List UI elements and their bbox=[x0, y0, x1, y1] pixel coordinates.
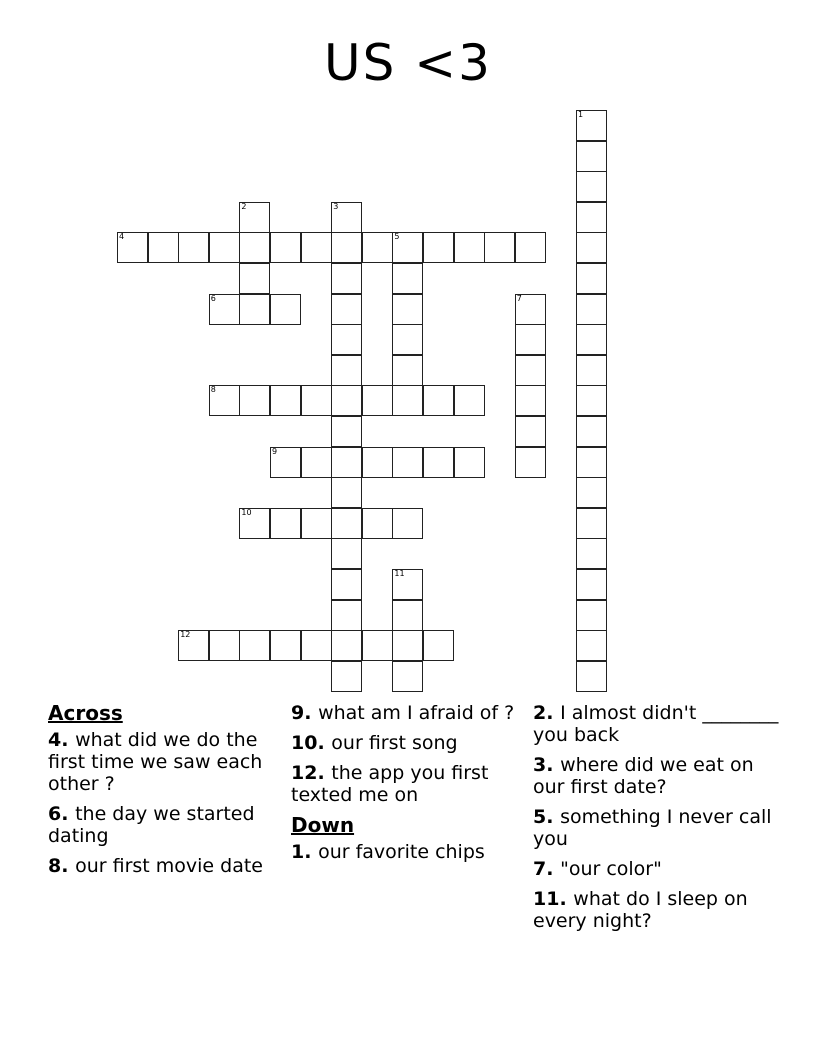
cell-number: 6 bbox=[210, 293, 216, 303]
grid-cell[interactable] bbox=[331, 202, 362, 233]
grid-cell[interactable] bbox=[331, 569, 362, 600]
clue-text: what do I sleep on every night? bbox=[533, 888, 748, 932]
clue-down-2: 2. I almost didn't ________ you back bbox=[533, 702, 779, 746]
cell-number: 11 bbox=[394, 569, 405, 578]
cell-number: 12 bbox=[180, 630, 191, 640]
grid-cell[interactable] bbox=[331, 538, 362, 569]
clue-text: our favorite chips bbox=[318, 841, 485, 863]
grid-cell[interactable] bbox=[392, 630, 423, 661]
grid-cell[interactable] bbox=[270, 232, 301, 263]
clue-number: 8 bbox=[48, 855, 62, 877]
grid-cell[interactable] bbox=[239, 294, 270, 325]
grid-cell[interactable] bbox=[209, 294, 240, 325]
grid-cell[interactable] bbox=[392, 385, 423, 416]
grid-cell[interactable] bbox=[331, 477, 362, 508]
clue-down-3: 3. where did we eat on our first date? bbox=[533, 754, 754, 798]
grid-cell[interactable] bbox=[362, 447, 393, 478]
cell-number: 8 bbox=[210, 385, 216, 395]
grid-cell[interactable] bbox=[331, 416, 362, 447]
grid-cell[interactable] bbox=[576, 569, 607, 600]
grid-cell[interactable] bbox=[209, 630, 240, 661]
clue-text: I almost didn't ________ you back bbox=[533, 702, 779, 746]
grid-cell[interactable] bbox=[392, 294, 423, 325]
clue-number: 2 bbox=[533, 702, 547, 724]
clue-across-10: 10. our first song bbox=[291, 732, 458, 754]
grid-cell[interactable] bbox=[576, 232, 607, 263]
grid-cell[interactable] bbox=[576, 661, 607, 692]
grid-cell[interactable] bbox=[392, 232, 423, 263]
clue-number: 11 bbox=[533, 888, 560, 910]
cell-number: 2 bbox=[241, 201, 247, 211]
puzzle-title: US <3 bbox=[324, 34, 492, 92]
clue-across-9: 9. what am I afraid of ? bbox=[291, 702, 515, 724]
grid-cell[interactable] bbox=[576, 110, 607, 141]
grid-cell[interactable] bbox=[423, 447, 454, 478]
clue-number: 4 bbox=[48, 729, 62, 751]
grid-cell[interactable] bbox=[301, 447, 332, 478]
grid-cell[interactable] bbox=[423, 385, 454, 416]
grid-cell[interactable] bbox=[178, 630, 209, 661]
down-heading: Down bbox=[291, 813, 355, 837]
clue-text: the app you first texted me on bbox=[291, 762, 489, 806]
clue-number: 10 bbox=[291, 732, 318, 754]
grid-cell[interactable] bbox=[239, 385, 270, 416]
grid-cell[interactable] bbox=[270, 630, 301, 661]
clue-number: 5 bbox=[533, 806, 547, 828]
grid-cell[interactable] bbox=[392, 324, 423, 355]
cell-number: 3 bbox=[333, 201, 339, 211]
grid-cell[interactable] bbox=[515, 232, 546, 263]
clue-text: what am I afraid of ? bbox=[318, 702, 515, 724]
grid-cell[interactable] bbox=[392, 661, 423, 692]
grid-cell[interactable] bbox=[362, 385, 393, 416]
grid-cell[interactable] bbox=[576, 141, 607, 172]
grid-cell[interactable] bbox=[331, 447, 362, 478]
grid-cell[interactable] bbox=[270, 294, 301, 325]
clue-text: where did we eat on our first date? bbox=[533, 754, 754, 798]
clue-down-7: 7. "our color" bbox=[533, 858, 662, 880]
clue-text: our first song bbox=[331, 732, 458, 754]
grid-cell[interactable] bbox=[270, 447, 301, 478]
grid-cell[interactable] bbox=[454, 232, 485, 263]
clue-down-11: 11. what do I sleep on every night? bbox=[533, 888, 748, 932]
clue-number: 3 bbox=[533, 754, 547, 776]
clue-down-5: 5. something I never call you bbox=[533, 806, 772, 850]
grid-cell[interactable] bbox=[576, 600, 607, 631]
clue-number: 1 bbox=[291, 841, 305, 863]
grid-cell[interactable] bbox=[515, 294, 546, 325]
grid-cell[interactable] bbox=[392, 569, 423, 600]
clue-text: something I never call you bbox=[533, 806, 772, 850]
clue-across-8: 8. our first movie date bbox=[48, 855, 263, 877]
grid-cell[interactable] bbox=[576, 508, 607, 539]
grid-cell[interactable] bbox=[515, 324, 546, 355]
clue-across-4: 4. what did we do the first time we saw each other ? bbox=[48, 729, 263, 795]
grid-cell[interactable] bbox=[209, 385, 240, 416]
grid-cell[interactable] bbox=[362, 508, 393, 539]
cell-number: 5 bbox=[394, 232, 400, 242]
grid-cell[interactable] bbox=[331, 661, 362, 692]
grid-cell[interactable] bbox=[576, 630, 607, 661]
clue-column-1 bbox=[48, 700, 283, 885]
grid-cell[interactable] bbox=[239, 508, 270, 539]
grid-cell[interactable] bbox=[576, 294, 607, 325]
grid-cell[interactable] bbox=[301, 385, 332, 416]
clue-text: the day we started dating bbox=[48, 803, 255, 847]
cell-number: 4 bbox=[119, 232, 125, 242]
cell-number: 1 bbox=[578, 110, 584, 119]
grid-cell[interactable] bbox=[331, 294, 362, 325]
grid-cell[interactable] bbox=[331, 355, 362, 386]
grid-cell[interactable] bbox=[392, 263, 423, 294]
grid-cell[interactable] bbox=[331, 232, 362, 263]
grid-cell[interactable] bbox=[576, 447, 607, 478]
grid-cell[interactable] bbox=[423, 232, 454, 263]
clue-text: our first movie date bbox=[75, 855, 263, 877]
clue-down-1: 1. our favorite chips bbox=[291, 841, 485, 863]
grid-cell[interactable] bbox=[576, 416, 607, 447]
grid-cell[interactable] bbox=[423, 630, 454, 661]
grid-cell[interactable] bbox=[148, 232, 179, 263]
grid-cell[interactable] bbox=[454, 385, 485, 416]
clue-across-12: 12. the app you first texted me on bbox=[291, 762, 489, 806]
grid-cell[interactable] bbox=[301, 508, 332, 539]
grid-cell[interactable] bbox=[515, 447, 546, 478]
grid-cell[interactable] bbox=[270, 508, 301, 539]
grid-cell[interactable] bbox=[392, 600, 423, 631]
cell-number: 9 bbox=[272, 446, 278, 456]
grid-cell[interactable] bbox=[454, 447, 485, 478]
grid-cell[interactable] bbox=[576, 171, 607, 202]
grid-cell[interactable] bbox=[331, 630, 362, 661]
grid-cell[interactable] bbox=[484, 232, 515, 263]
grid-cell[interactable] bbox=[515, 355, 546, 386]
grid-cell[interactable] bbox=[576, 385, 607, 416]
grid-cell[interactable] bbox=[515, 385, 546, 416]
grid-cell[interactable] bbox=[576, 477, 607, 508]
clue-number: 9 bbox=[291, 702, 305, 724]
cell-number: 7 bbox=[516, 293, 522, 303]
grid-cell[interactable] bbox=[209, 232, 240, 263]
grid-cell[interactable] bbox=[362, 630, 393, 661]
grid-cell[interactable] bbox=[331, 385, 362, 416]
grid-cell[interactable] bbox=[331, 263, 362, 294]
grid-cell[interactable] bbox=[239, 232, 270, 263]
grid-cell[interactable] bbox=[576, 355, 607, 386]
grid-cell[interactable] bbox=[392, 447, 423, 478]
clue-text: what did we do the first time we saw each other ? bbox=[48, 729, 263, 795]
clue-number: 6 bbox=[48, 803, 62, 825]
grid-cell[interactable] bbox=[117, 232, 148, 263]
grid-cell[interactable] bbox=[576, 538, 607, 569]
grid-cell[interactable] bbox=[515, 416, 546, 447]
cell-number: 10 bbox=[241, 507, 252, 517]
grid-cell[interactable] bbox=[331, 324, 362, 355]
grid-cell[interactable] bbox=[331, 600, 362, 631]
clue-text: "our color" bbox=[560, 858, 662, 880]
grid-cell[interactable] bbox=[362, 232, 393, 263]
grid-cell[interactable] bbox=[239, 263, 270, 294]
clue-number: 7 bbox=[533, 858, 547, 880]
grid-cell[interactable] bbox=[301, 232, 332, 263]
grid-cell[interactable] bbox=[239, 202, 270, 233]
clue-across-6: 6. the day we started dating bbox=[48, 803, 255, 847]
grid-cell[interactable] bbox=[576, 263, 607, 294]
clue-column-2 bbox=[291, 700, 516, 871]
clue-number: 12 bbox=[291, 762, 318, 784]
grid-cell[interactable] bbox=[392, 508, 423, 539]
grid-cell[interactable] bbox=[301, 630, 332, 661]
clue-column-3 bbox=[533, 700, 783, 940]
grid-cell[interactable] bbox=[576, 202, 607, 233]
grid-cell[interactable] bbox=[239, 630, 270, 661]
grid-cell[interactable] bbox=[576, 324, 607, 355]
across-heading: Across bbox=[48, 701, 123, 725]
grid-cell[interactable] bbox=[331, 508, 362, 539]
grid-cell[interactable] bbox=[392, 355, 423, 386]
grid-cell[interactable] bbox=[270, 385, 301, 416]
grid-cell[interactable] bbox=[178, 232, 209, 263]
